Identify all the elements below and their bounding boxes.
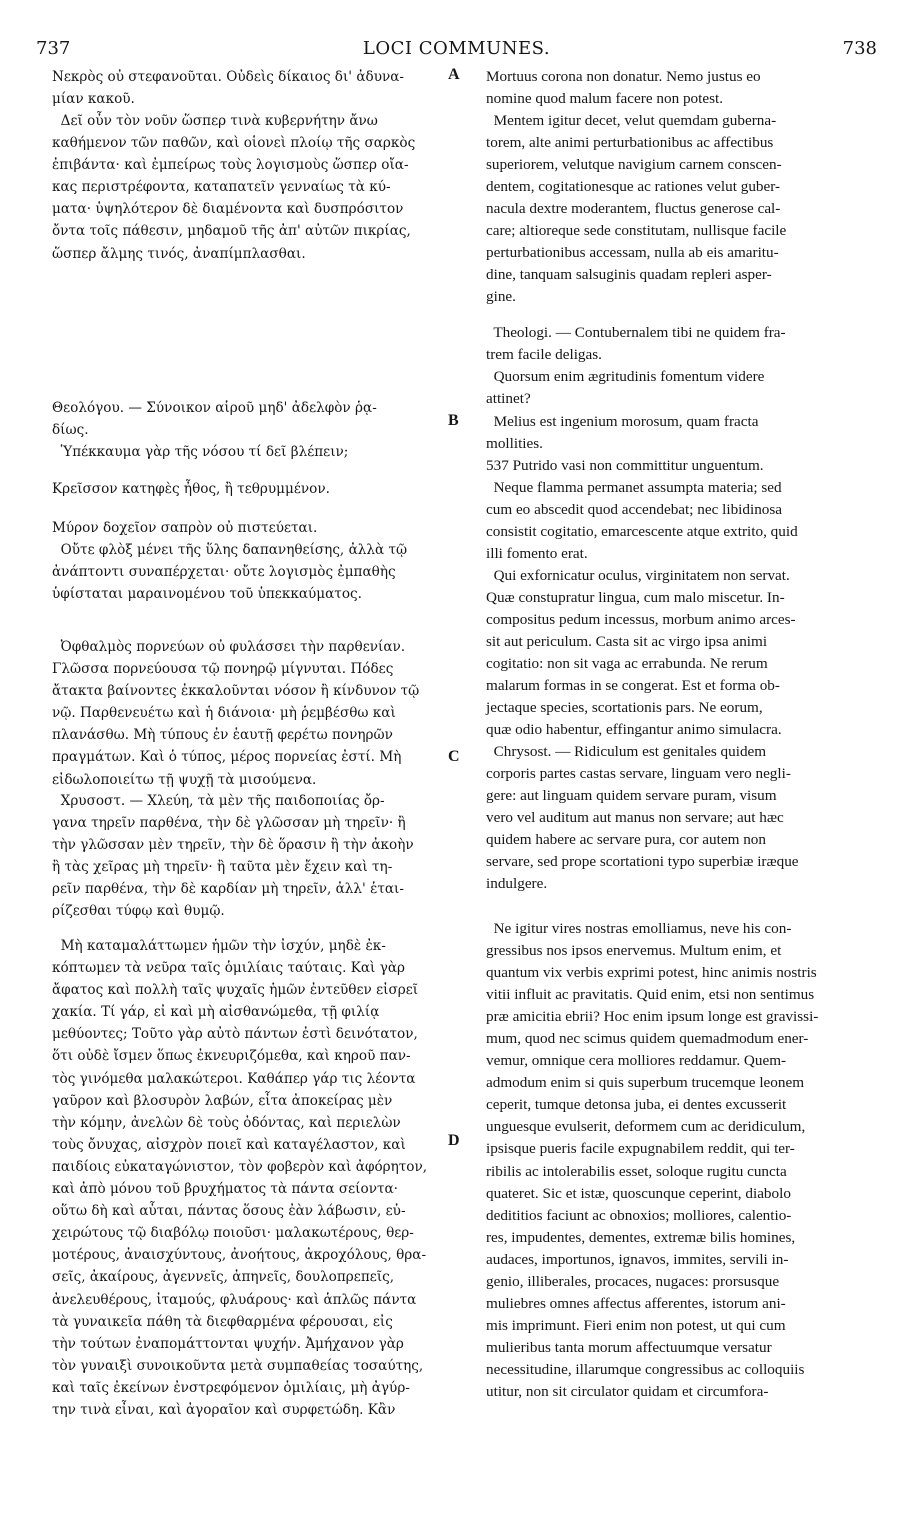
text-line: mis imprimunt. Fieri enim non potest, ut qui cum — [486, 1316, 786, 1334]
text-line: nomine quod malum facere non potest. — [486, 90, 724, 108]
text-line: dedititios faciunt ac obnoxios; molliores, calentio- — [486, 1206, 792, 1224]
greek-paragraph — [52, 110, 415, 265]
text-line: ipsisque pueris facile expugnabilem reddit, qui ter- — [486, 1140, 795, 1158]
text-line: illi fomento erat. — [486, 545, 588, 563]
text-line: vitii influit ac pravitatis. Quid enim, etsi non sentimus — [486, 986, 815, 1004]
text-line: ἄτακτα βαίνοντες ἐκκαλοῦνται νόσον ἢ κίνδυνον τῷ — [52, 683, 420, 700]
text-line: audaces, importunos, ignavos, immites, servili in- — [486, 1250, 789, 1268]
text-line: care; altioreque sede constitutam, nullisque facile — [486, 222, 787, 240]
text-line: superiorem, velutque navigium carnem conscen- — [486, 156, 782, 174]
text-line: corporis partes castas servare, linguam vero negli- — [486, 765, 791, 783]
text-line: ὅτι οὐδὲ ἴσμεν ὅπως ἐκνευριζόμεθα, καὶ κηροῦ παν- — [52, 1048, 411, 1065]
text-line: quateret. Sic et istæ, quoscunque ceperint, diabolo — [486, 1184, 791, 1202]
margin-letter: D — [448, 1132, 460, 1149]
latin-paragraph — [486, 741, 799, 895]
text-line: πραγμάτων. Καὶ ὁ τύπος, μέρος πορνείας ἐστί. Μὴ — [52, 749, 402, 766]
text-line: Μύρον δοχεῖον σαπρὸν οὐ πιστεύεται. — [52, 520, 318, 536]
text-line: την τινὰ εἶναι, καὶ ἀγοραῖον καὶ συρφετώδη. Κἂν — [52, 1401, 396, 1418]
text-line: gere: aut linguam quidem servare puram, visum — [486, 787, 777, 805]
text-line: τὸς γινόμεθα μαλακώτεροι. Καθάπερ γάρ τις λέοντα — [52, 1070, 416, 1087]
text-line: Οὔτε φλὸξ μένει τῆς ὕλης δαπανηθείσης, ἀλλὰ τῷ — [52, 542, 408, 558]
text-line: Ne igitur vires nostras emolliamus, neve his con- — [486, 920, 792, 937]
latin-paragraph — [486, 565, 796, 741]
text-line: οὕτω δὴ καὶ αὗται, πάντας ὅσους ἐὰν λάβωσιν, εὐ- — [52, 1203, 406, 1220]
text-line: κας περιστρέφοντα, καταπατεῖν γενναίως τὰ κύ- — [52, 179, 391, 196]
text-line: μοτέρους, ἀναισχύντους, ἀνοήτους, ἀκροχόλους, θρα- — [52, 1247, 427, 1264]
text-line: Ὑπέκκαυμα γὰρ τῆς νόσου τί δεῖ βλέπειν; — [52, 444, 349, 460]
text-line: compositus pedum incessus, morbum animo arces- — [486, 611, 796, 629]
page-header — [36, 38, 877, 62]
text-line: χακία. Τί γάρ, εἰ καὶ μὴ αἰσθανώμεθα, τῇ φιλίᾳ — [52, 1004, 380, 1021]
text-line: malarum formas in se congerat. Est et forma ob- — [486, 677, 780, 695]
text-line: νῷ. Παρθενευέτω καὶ ἡ διάνοια· μὴ ῥεμβέσθω καὶ — [52, 705, 396, 722]
text-line: indulgere. — [486, 875, 548, 893]
text-line: ματα· ὑψηλότερον δὲ διαμένοντα καὶ δυσπρόσιτον — [52, 201, 404, 218]
text-line: καὶ ἀπὸ μόνου τοῦ βρυχήματος τὰ πάντα σείοντα· — [52, 1181, 398, 1198]
text-line: καὶ ταῖς ἐκείνων ἐνστρεφόμενον ὁμιλίαις, μὴ ἀγύρ- — [52, 1379, 410, 1396]
text-line: ceperit, tumque detonsa juba, ei dentes excusserit — [486, 1096, 787, 1114]
text-line: γαῦρον καὶ βλοσυρὸν λαβών, εἶτα ἀποκείρας μὲν — [52, 1092, 393, 1109]
running-title: LOCI COMMUNES. — [362, 38, 551, 59]
text-line: gressibus nos ipsos enervemus. Multum enim, et — [486, 942, 782, 960]
text-line: Θεολόγου. — Σύνοικον αἱροῦ μηδ' ἀδελφὸν ῥᾳ- — [52, 400, 377, 416]
text-line: dine, tanquam salsuginis quadam repleri asper- — [486, 266, 772, 284]
text-line: ρίζεσθαι τύφῳ καὶ θυμῷ. — [52, 903, 225, 920]
margin-letter: C — [448, 748, 460, 765]
text-line: consistit cogitatio, emarcescente atque extrito, quid — [486, 523, 798, 541]
text-line: Γλῶσσα πορνεύουσα τῷ πονηρῷ μίγνυται. Πόδες — [52, 661, 394, 678]
text-line: cum eo abscedit quod accendebat; nec libidinosa — [486, 501, 783, 519]
text-line: 537 Putrido vasi non committitur unguentum. — [486, 457, 764, 474]
text-line: præ amicitia ebrii? Hoc enim ipsum longe est gravissi- — [486, 1008, 819, 1026]
text-line: gine. — [486, 288, 516, 306]
text-line: jectaque species, scortationis pars. Ne eorum, — [486, 699, 763, 717]
latin-paragraph — [486, 366, 764, 410]
text-line: τὴν γλῶσσαν μὲν τηρεῖν, τὴν δὲ ὅρασιν ἢ τὴν ἀκοὴν — [52, 837, 414, 854]
text-line: mum, quod nec scimus quidem quemadmodum ener- — [486, 1030, 809, 1048]
greek-paragraph — [52, 441, 348, 463]
text-line: Chrysost. — Ridiculum est genitales quidem — [486, 743, 767, 760]
text-line: quantum vix verbis exprimi potest, hinc animis nostris — [486, 964, 817, 982]
text-line: τὴν κόμην, ἀνελὼν δὲ τοὺς ὀδόντας, καὶ περιελὼν — [52, 1114, 401, 1131]
text-line: perturbationibus accessam, nulla ab eis amaritu- — [486, 244, 779, 262]
text-line: ὥσπερ ἄλμης τινός, ἀναπίμπλασθαι. — [52, 245, 306, 262]
latin-paragraph — [486, 477, 798, 565]
margin-letters — [448, 66, 468, 1366]
text-line: quidem habere ac servare pura, cor autem non — [486, 831, 766, 849]
text-line: Κρεῖσσον κατηφὲς ἦθος, ἢ τεθρυμμένον. — [52, 481, 330, 497]
latin-paragraph — [486, 322, 786, 366]
text-line: καθήμενον τῶν παθῶν, καὶ οἱονεὶ πλοίῳ τῆς σαρκὸς — [52, 135, 416, 152]
latin-paragraph — [486, 411, 758, 455]
greek-paragraph — [52, 636, 419, 791]
latin-paragraph — [486, 918, 818, 1403]
text-line: Theologi. — Contubernalem tibi ne quidem fra- — [486, 324, 786, 341]
text-line: γανα τηρεῖν παρθένα, τὴν δὲ γλῶσσαν μὴ τηρεῖν· ἢ — [52, 815, 406, 832]
greek-paragraph — [52, 66, 404, 110]
text-line: genio, illiberales, procaces, nugaces: prorsusque — [486, 1272, 780, 1290]
text-line: torem, alte animi perturbationibus ac affectibus — [486, 134, 774, 152]
greek-paragraph — [52, 478, 330, 500]
greek-paragraph — [52, 517, 317, 539]
greek-paragraph — [52, 539, 407, 605]
text-line: ρεῖν παρθένα, τὴν δὲ καρδίαν μὴ τηρεῖν, ἀλλ' ἑται- — [52, 881, 404, 898]
text-line: sit aut periculum. Casta sit ac virgo ipsa animi — [486, 633, 768, 651]
latin-paragraph — [486, 66, 761, 110]
text-line: εἰδωλοποιείτω τῇ ψυχῇ τὰ μισούμενα. — [52, 771, 317, 788]
text-line: μεθύοντες; Τοῦτο γὰρ αὐτὸ πάντων ἐστὶ δεινότατον, — [52, 1026, 418, 1043]
text-line: Mentem igitur decet, velut quemdam guberna- — [486, 112, 777, 129]
text-line: Quorsum enim ægritudinis fomentum videre — [486, 368, 765, 385]
text-line: κόπτωμεν τὰ νεῦρα ταῖς ὁμιλίαις ταύταις. Καὶ γὰρ — [52, 960, 405, 977]
text-line: unguesque evulserit, deformem cum ac deridiculum, — [486, 1118, 806, 1136]
text-line: πλανάσθω. Μὴ τύπους ἐν ἑαυτῇ φερέτω πονηρῶν — [52, 727, 393, 744]
page-number-right: 738 — [842, 38, 877, 59]
text-line: δίως. — [52, 422, 89, 439]
text-line: Qui exfornicatur oculus, virginitatem non servat. — [486, 567, 790, 584]
greek-paragraph — [52, 790, 414, 923]
text-line: σεῖς, ἀκαίρους, ἀγεννεῖς, ἀπηνεῖς, δουλοπρεπεῖς, — [52, 1269, 395, 1286]
text-line: utitur, non sit circulator quidam et circumfora- — [486, 1382, 769, 1400]
text-line: mulieribus tanta morum affectuumque versatur — [486, 1338, 772, 1356]
text-line: Δεῖ οὖν τὸν νοῦν ὥσπερ τινὰ κυβερνήτην ἄνω — [52, 113, 378, 129]
text-line: τὴν τούτων ἐναπομάττονται ψυχήν. Ἀμήχανον γὰρ — [52, 1335, 404, 1352]
text-line: ribilis ac intolerabilis esset, soloque rugitu cuncta — [486, 1162, 787, 1180]
margin-letter: A — [448, 66, 460, 83]
text-line: τὰ γυναικεῖα πάθη τὰ διεφθαρμένα φέρουσαι, εἰς — [52, 1313, 393, 1330]
text-line: vero vel auditum aut manus non servare; aut hæc — [486, 809, 784, 827]
text-line: ἐπιβάντα· καὶ ἐμπείρως τοὺς λογισμοὺς ὥσπερ οἴα- — [52, 157, 409, 174]
latin-paragraph — [486, 455, 764, 477]
text-line: τὸν γυναιξὶ συνοικοῦντα μετὰ συμπαθείας τοσαύτης, — [52, 1357, 424, 1374]
text-line: trem facile deligas. — [486, 346, 602, 364]
text-line: παιδίοις εὐκαταγώνιστον, τὸν φοβερὸν καὶ ἀφόρητον, — [52, 1158, 428, 1175]
page-number-left: 737 — [36, 38, 71, 59]
text-line: μίαν κακοῦ. — [52, 91, 135, 108]
text-line: Mortuus corona non donatur. Nemo justus eo — [486, 68, 761, 85]
text-line: necessitudine, illarumque congressibus ac colloquiis — [486, 1360, 805, 1378]
text-line: muliebres omnes affectus afferentes, istorum ani- — [486, 1294, 786, 1312]
text-line: ὄντα τοῖς πάθεσιν, μηδαμοῦ τῆς ἀπ' αὐτῶν πικρίας, — [52, 223, 411, 240]
text-line: admodum enim si quis superbum trucemque leonem — [486, 1074, 805, 1092]
text-line: res, impudentes, dementes, extremæ bilis homines, — [486, 1228, 796, 1246]
margin-letter: B — [448, 412, 459, 429]
text-line: Melius est ingenium morosum, quam fracta — [486, 413, 759, 430]
text-line: Ὀφθαλμὸς πορνεύων οὐ φυλάσσει τὴν παρθενίαν. — [52, 639, 406, 655]
text-line: cogitatio: non sit vaga ac errabunda. Ne rerum — [486, 655, 768, 673]
text-line: attinet? — [486, 390, 531, 408]
text-line: Νεκρὸς οὐ στεφανοῦται. Οὐδεὶς δίκαιος δι' ἀδυνα- — [52, 69, 405, 85]
text-line: ἀνάπτοντι συναπέρχεται· οὔτε λογισμὸς ἐμπαθὴς — [52, 564, 396, 581]
latin-paragraph — [486, 110, 786, 308]
text-line: Χρυσοστ. — Χλεύη, τὰ μὲν τῆς παιδοποιίας ὄρ- — [52, 793, 385, 809]
text-line: mollities. — [486, 435, 543, 453]
text-line: dentem, cogitationesque ac rationes velut guber- — [486, 178, 781, 196]
text-line: ὑφίσταται μαραινομένου τοῦ ὑπεκκαύματος. — [52, 586, 362, 603]
text-line: Quæ constupratur lingua, cum malo miscetur. In- — [486, 589, 785, 607]
text-line: τοὺς ὄνυχας, αἰσχρὸν ποιεῖ καὶ καταγέλαστον, καὶ — [52, 1136, 406, 1153]
text-line: ἢ τὰς χεῖρας μὴ τηρεῖν· ἢ ταῦτα μὲν ἔχειν καὶ τη- — [52, 859, 393, 876]
text-line: nacula dextre moderantem, fluctus generose cal- — [486, 200, 781, 218]
text-line: Μὴ καταμαλάττωμεν ἡμῶν τὴν ἰσχύν, μηδὲ ἐκ- — [52, 938, 386, 954]
greek-paragraph — [52, 397, 377, 441]
text-line: quæ odio habentur, effingantur animo simulacra. — [486, 721, 782, 739]
text-line: vemur, omnique cera molliores reddamur. Quem- — [486, 1052, 787, 1070]
greek-paragraph — [52, 935, 427, 1421]
text-line: χειρώτους τῷ διαβόλῳ ποιοῦσι· μαλακωτέρους, θερ- — [52, 1225, 414, 1242]
text-line: Neque flamma permanet assumpta materia; sed — [486, 479, 782, 496]
text-line: ἄφατος καὶ πολλὴ ταῖς ψυχαῖς ἡμῶν ἐντεῦθεν εἰσρεῖ — [52, 982, 419, 999]
text-line: servare, sed prope scortationi typo superbiæ iræque — [486, 853, 799, 871]
text-line: ἀνελευθέρους, ἰταμούς, φλυάρους· καὶ ἁπλῶς πάντα — [52, 1291, 417, 1308]
